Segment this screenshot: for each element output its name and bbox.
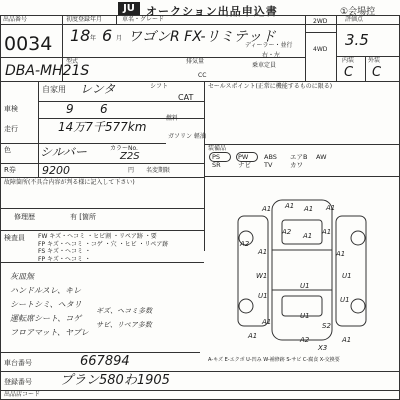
repair-value: 有 [箇所	[70, 213, 96, 221]
equipment-ps-circle	[209, 152, 231, 162]
note-line: フロアマット、ヤブレ	[10, 328, 89, 337]
damage-mark: A1	[285, 202, 295, 210]
mileage-value: 14万7千577km	[58, 120, 147, 134]
note-line: ハンドルスレ、キレ	[10, 286, 82, 295]
fuel-options: ガソリン 軽油	[168, 133, 206, 140]
damage-mark: A2	[282, 228, 292, 236]
recycle-label: R券	[4, 166, 16, 174]
damage-mark: A1	[336, 250, 346, 258]
month-unit: 月	[116, 35, 123, 42]
inspector-row: FP キズ・ヘコミ ・コゲ ・穴 ・ヒビ ・リペア跡	[38, 240, 169, 248]
damage-legend: A-キズ E-エクボ U-凹み W-補修跡 S-サビ C-腐食 X-交換要	[208, 357, 340, 363]
repair-label: 修理歴	[14, 213, 35, 221]
recycle-value: 9200	[42, 164, 70, 177]
usage-value: レンタ	[80, 82, 116, 96]
equipment-abs: ABS	[264, 153, 277, 161]
displacement-unit: CC	[198, 72, 207, 79]
shift-label: シフト	[150, 83, 169, 90]
model-code-label: 型式	[66, 58, 79, 65]
color-code: Z2S	[120, 151, 140, 162]
fuel-label: 燃料	[166, 115, 179, 122]
inspector-row: FW キズ・ヘコミ ・ヒビ割 ・リペア跡 ・要	[38, 233, 157, 240]
mileage-label: 走行	[4, 125, 18, 133]
damage-mark: U1	[340, 296, 350, 304]
note-line: 灰皿無	[10, 272, 34, 281]
damage-mark: S2	[322, 322, 331, 330]
model-code: DBA-MH21S	[5, 63, 90, 79]
equipment-sr: SR	[212, 161, 221, 169]
exterior-label: 外装	[368, 57, 381, 64]
inspection-month: 6	[100, 102, 108, 116]
damage-mark: A1	[262, 205, 272, 213]
reg-label: 登録番号	[4, 378, 32, 386]
passengers-mark: 乗車定員	[252, 62, 277, 69]
color-value: シルバー	[40, 145, 87, 159]
shift-value: CAT	[178, 93, 194, 102]
damage-mark: A1	[326, 204, 336, 212]
reg-value: プラン580わ1905	[60, 373, 170, 388]
damage-mark: A1	[303, 232, 313, 240]
frame-label: 車台番号	[4, 359, 32, 367]
damage-mark: U1	[300, 312, 310, 320]
year-unit: 年	[90, 35, 97, 42]
damage-mark: A1	[258, 248, 268, 256]
note-right-line: ギズ、ヘコミ多数	[96, 307, 153, 315]
hand-mark: 右・左	[262, 52, 281, 59]
first-reg-year: 18	[70, 26, 91, 45]
frame-value: 667894	[80, 354, 130, 369]
bottom-label: 出品店コード	[4, 391, 41, 398]
equipment-pw-circle	[236, 152, 258, 162]
note-line: 運転席シート、コゲ	[10, 314, 82, 323]
damage-mark: A2	[240, 240, 250, 248]
usage-label: 自家用	[42, 85, 66, 94]
equipment-label: 装備品	[208, 145, 227, 152]
equipment-aw: AW	[316, 153, 327, 161]
venue-copy-label: ①会場控	[340, 7, 376, 17]
drive-2wd: 2WD	[313, 18, 328, 25]
inspector-rows	[38, 233, 168, 263]
dealer-mark: ディーラー・並行	[245, 42, 293, 49]
damage-mark: A2	[300, 336, 310, 344]
inspector-label: 検査員	[4, 234, 25, 242]
inspection-label: 車検	[4, 105, 18, 113]
lot-number-header: 出品番号	[3, 16, 28, 23]
first-reg-header: 初度登録年月	[66, 16, 103, 23]
sales-points-label: セールスポイント(正常に機能するものに限る)	[208, 83, 333, 90]
equipment-navi: ナビ	[238, 161, 251, 169]
damage-mark: A1	[342, 336, 352, 344]
drive-4wd: 4WD	[313, 46, 328, 53]
damage-mark: A1	[322, 228, 332, 236]
equipment-ps: PS	[212, 153, 221, 161]
color-code-label: カラーNo.	[110, 145, 138, 152]
damage-mark: A1	[248, 332, 258, 340]
name-change-label: 名変期限	[146, 167, 171, 174]
interior-label: 内装	[342, 57, 355, 64]
car-diagram	[230, 190, 380, 350]
damage-mark: W1	[256, 272, 268, 280]
note-line: シートシミ、ヘタリ	[10, 300, 82, 309]
form-title: オークション出品申込書	[146, 5, 278, 18]
defect-label: 故障箇所(不具合内容が判る様に記入して下さい)	[4, 179, 135, 186]
inspector-row: FP キズ・ヘコミ ・	[38, 255, 91, 263]
damage-mark: A1	[304, 205, 314, 213]
first-reg-month: 6	[102, 26, 113, 45]
interior-grade: C	[344, 65, 354, 80]
recycle-unit: 円	[128, 167, 135, 174]
damage-mark: A1	[262, 318, 272, 326]
exterior-grade: C	[372, 65, 382, 80]
notes	[10, 270, 89, 340]
equipment-tv: TV	[264, 161, 273, 169]
lot-number: 0034	[4, 33, 53, 55]
car-name: ワゴンR FX-リミテッド	[128, 29, 276, 45]
damage-mark: U1	[300, 282, 310, 290]
equipment-list	[212, 153, 356, 169]
logo: JU	[118, 2, 140, 16]
car-name-header: 車名・グレード	[122, 16, 165, 23]
inspection-year: 9	[66, 102, 74, 116]
damage-mark: X3	[318, 344, 328, 352]
equipment-airbag: エアB	[290, 153, 308, 161]
evaluation-score: 3.5	[345, 31, 369, 49]
evaluation-header: 評価点	[345, 16, 364, 23]
damage-mark: U1	[258, 292, 268, 300]
equipment-leather: カワ	[290, 161, 303, 169]
color-label: 色	[4, 146, 11, 154]
damage-mark: U1	[342, 272, 352, 280]
displacement-label: 排気量	[186, 58, 205, 65]
inspector-row: FS キズ・ヘコミ ・	[38, 248, 91, 255]
note-right-line: サビ、リペア多数	[96, 321, 152, 329]
equipment-pw: PW	[238, 153, 249, 161]
notes-right	[96, 304, 152, 332]
